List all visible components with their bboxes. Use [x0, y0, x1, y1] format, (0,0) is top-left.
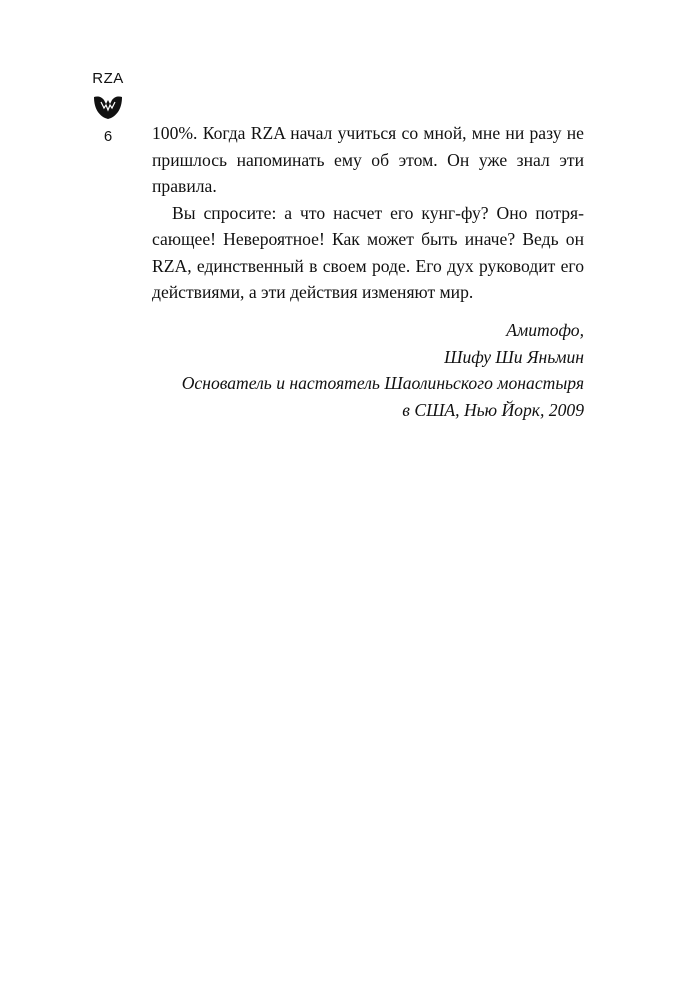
text-line: RZA, единственный в своем роде. Его дух руководит его — [152, 255, 584, 276]
text-line: сающее! Невероятное! Как может быть иначе? Ведь он — [152, 229, 584, 249]
signature-place-date: в США, Нью Йорк, 2009 — [402, 399, 584, 420]
running-head — [78, 70, 138, 146]
paragraph-1 — [152, 120, 584, 200]
page-number: 6 — [103, 128, 113, 145]
body-text — [152, 120, 584, 306]
text-line: 100%. Когда RZA начал учиться со мной, мне ни разу — [152, 123, 562, 143]
wu-tang-logo-icon — [93, 94, 123, 120]
paragraph-2 — [152, 200, 584, 306]
signature-block — [182, 317, 584, 423]
text-line: действиями, а эти действия изменяют мир. — [152, 282, 474, 302]
signature-greeting: Амитофо, — [506, 320, 584, 340]
text-line: правила. — [152, 176, 217, 196]
running-title: RZA — [92, 70, 124, 87]
text-line: не пришлось напоминать ему об этом. Он уже знал эти — [152, 123, 584, 170]
signature-author: Шифу Ши Яньмин — [444, 346, 584, 367]
text-line: Вы спросите: а что насчет его кунг-фу? Оно потря- — [172, 202, 584, 223]
signature-role: Основатель и настоятель Шаолиньского монастыря — [181, 373, 584, 393]
